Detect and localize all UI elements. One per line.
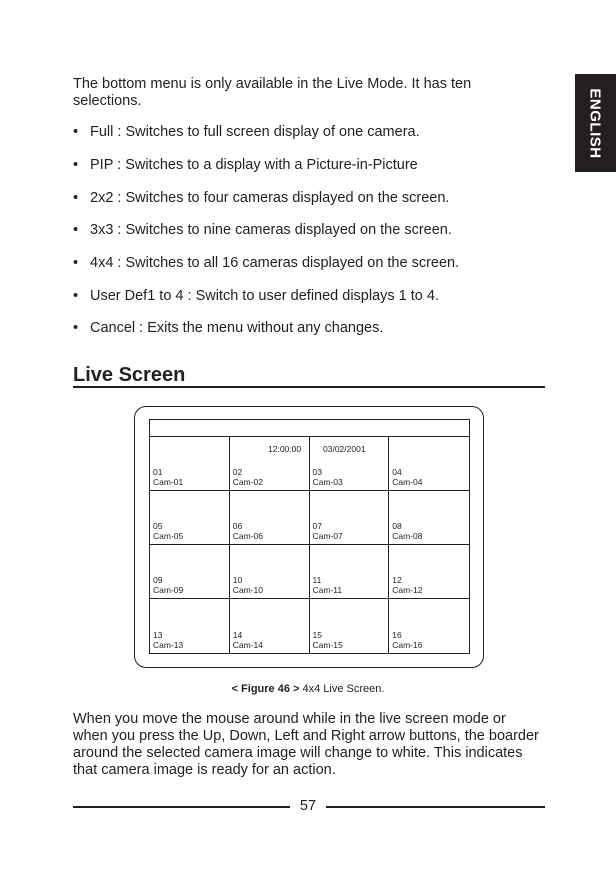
live-screen-figure [149,419,470,654]
bullet-icon: • [73,190,79,206]
camera-cell [230,599,310,653]
camera-number: 15 [312,630,322,640]
clock-time: 12:00:00 [268,444,302,454]
camera-cell [230,545,310,599]
camera-number: 16 [392,630,402,640]
body-paragraph: When you move the mouse around while in the live screen mode or when you press the Up, Down, Left and Right arrow buttons, the boarder around the selected camera image will change to white. This indicates that camera image is ready for an action. [73,711,539,778]
page-number: 57 [299,798,317,814]
menu-item-text: 4x4 : Switches to all 16 cameras displayed on the screen. [90,255,460,271]
camera-name: Cam-04 [392,477,423,487]
camera-number: 05 [153,521,163,531]
menu-item-text: Cancel : Exits the menu without any changes. [90,320,384,336]
camera-cell [150,491,230,545]
footer-rule-right [326,806,545,808]
camera-number: 06 [232,521,243,531]
footer-rule-left [73,806,290,808]
camera-name: Cam-08 [392,531,423,541]
camera-cell [389,545,469,599]
section-divider [73,386,545,388]
camera-name: Cam-16 [392,640,423,650]
camera-number: 01 [153,467,163,477]
language-tab-label: ENGLISH [587,87,604,159]
camera-name: Cam-12 [392,585,423,595]
camera-name: Cam-06 [232,531,263,541]
bullet-icon: • [73,222,79,238]
camera-number: 09 [153,575,163,585]
intro-text: The bottom menu is only available in the Live Mode. It has ten selections. [73,76,472,109]
bullet-icon: • [73,288,79,304]
bullet-icon: • [73,157,79,173]
camera-number: 14 [232,630,243,640]
camera-cell [230,491,310,545]
camera-number: 07 [312,521,322,531]
camera-grid [150,437,469,653]
menu-item-text: 2x2 : Switches to four cameras displayed on the screen. [90,190,450,206]
camera-name: Cam-02 [232,477,263,487]
camera-cell [310,599,390,653]
camera-number: 11 [312,575,322,585]
camera-number: 10 [232,575,243,585]
clock-date: 03/02/2001 [323,444,366,454]
section-title: Live Screen [73,364,186,386]
camera-cell [310,491,390,545]
camera-cell [310,545,390,599]
camera-number: 12 [392,575,402,585]
camera-number: 03 [312,467,322,477]
screen-top-bar [150,420,469,437]
camera-name: Cam-11 [312,585,343,595]
camera-cell [389,599,469,653]
camera-name: Cam-14 [232,640,263,650]
bullet-icon: • [73,124,79,140]
camera-number: 02 [232,467,243,477]
camera-name: Cam-15 [312,640,343,650]
camera-cell [150,437,230,491]
camera-name: Cam-09 [153,585,184,595]
figure-caption-text: 4x4 Live Screen. [299,683,385,695]
language-tab [575,74,616,172]
camera-number: 08 [392,521,402,531]
camera-cell [389,437,469,491]
menu-item-text: Full : Switches to full screen display of one camera. [90,124,420,140]
camera-cell [389,491,469,545]
figure-caption [0,683,616,695]
camera-name: Cam-01 [153,477,184,487]
camera-name: Cam-10 [232,585,263,595]
camera-number: 04 [392,467,402,477]
menu-item-text: User Def1 to 4 : Switch to user defined displays 1 to 4. [90,288,439,304]
camera-name: Cam-03 [312,477,343,487]
camera-name: Cam-05 [153,531,184,541]
camera-number: 13 [153,630,163,640]
bullet-icon: • [73,255,79,271]
figure-caption-label: < Figure 46 > [231,683,300,695]
camera-name: Cam-07 [312,531,343,541]
camera-name: Cam-13 [153,640,184,650]
bullet-icon: • [73,320,79,336]
menu-item-text: 3x3 : Switches to nine cameras displayed on the screen. [90,222,452,238]
menu-item-text: PIP : Switches to a display with a Picture-in-Picture [90,157,418,173]
camera-cell [150,599,230,653]
camera-cell [150,545,230,599]
